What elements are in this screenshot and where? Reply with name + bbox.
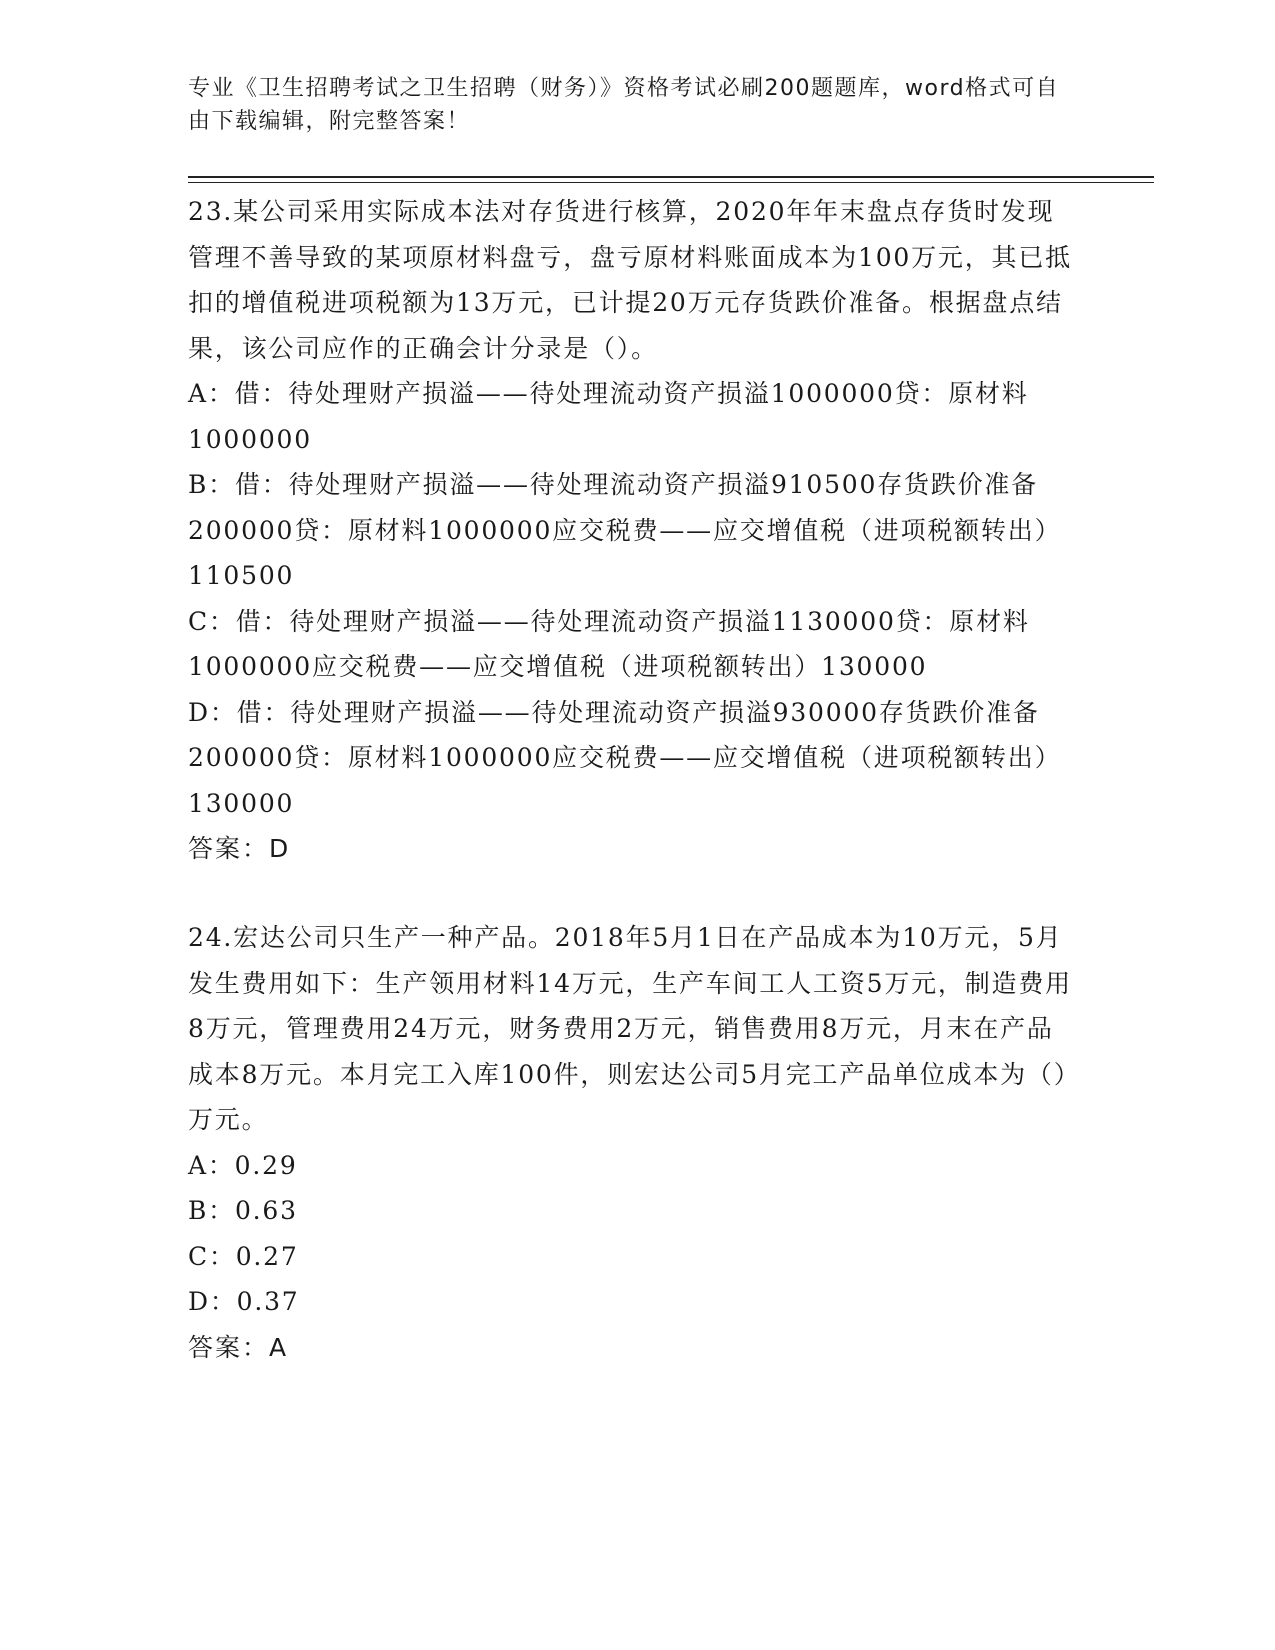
document-header: 专业《卫生招聘考试之卫生招聘（财务）》资格考试必刷200题题库，word格式可自由下载编辑，附完整答案！ xyxy=(188,76,1060,134)
answer: 答案：D xyxy=(188,834,291,863)
option-b: B：0.63 xyxy=(188,1196,298,1225)
answer: 答案：A xyxy=(188,1332,289,1362)
question-24 xyxy=(188,915,1078,1371)
option-a: A：0.29 xyxy=(188,1150,298,1180)
option-b: B：借：待处理财产损溢——待处理流动资产损溢910500存货跌价准备200000贷：原材料1000000应交税费——应交增值税（进项税额转出）110500 xyxy=(188,470,1062,590)
option-c: C：0.27 xyxy=(188,1241,299,1271)
question-stem: 23.某公司采用实际成本法对存货进行核算，2020年年末盘点存货时发现管理不善导致的某项原材料盘亏，盘亏原材料账面成本为100万元，其已抵扣的增值税进项税额为13万元，已计提20万元存货跌价准备。根据盘点结果，该公司应作的正确会计分录是（）。 xyxy=(188,197,1072,363)
header-divider xyxy=(188,176,1154,178)
option-d: D：借：待处理财产损溢——待处理流动资产损溢930000存货跌价准备200000贷：原材料1000000应交税费——应交增值税（进项税额转出）130000 xyxy=(188,697,1062,818)
option-c: C：借：待处理财产损溢——待处理流动资产损溢1130000贷：原材料1000000应交税费——应交增值税（进项税额转出）130000 xyxy=(188,606,1030,681)
question-23 xyxy=(188,189,1078,872)
option-d: D：0.37 xyxy=(188,1287,300,1316)
question-stem: 24.宏达公司只生产一种产品。2018年5月1日在产品成本为10万元，5月发生费用如下：生产领用材料14万元，生产车间工人工资5万元，制造费用8万元，管理费用24万元，财务费用2万元，销售费用8万元，月末在产品成本8万元。本月完工入库100件，则宏达公司5月完工产品单位成本为（）万元。 xyxy=(188,923,1072,1134)
header-divider-thin xyxy=(188,182,1154,183)
option-a: A：借：待处理财产损溢——待处理流动资产损溢1000000贷：原材料1000000 xyxy=(188,379,1029,454)
